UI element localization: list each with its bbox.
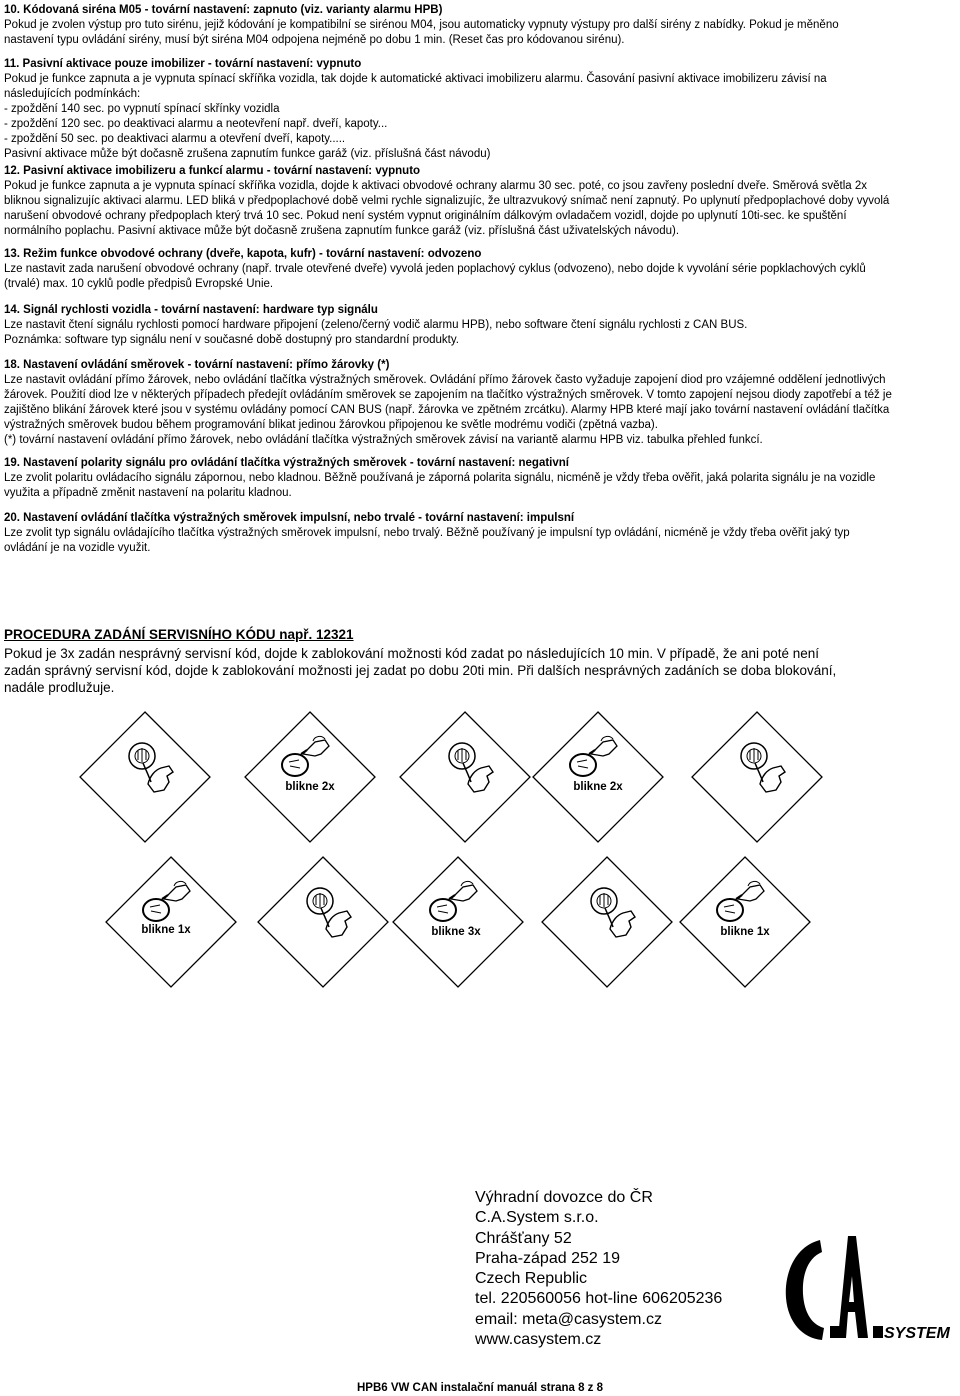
company-name: C.A.System s.r.o. (475, 1209, 599, 1227)
body-line: zadán správný servisní kód, dojde k zablokování možnosti jej zadat po dobu 20ti min. Při dalších nesprávných zadáních se doba blokování, (4, 663, 837, 678)
body-line: Lze zvolit typ signálu ovládajícího tlačítka výstražných směrovek impulsní, nebo trvalý. Běžně používaný je impulsní typ ovládání, nicméně je vždy třeba ověřit jaký typ (4, 527, 850, 539)
blink-label: blikne 1x (720, 926, 770, 938)
procedure-title: PROCEDURA ZADÁNÍ SERVISNÍHO KÓDU např. 12321 (4, 627, 354, 642)
section-13 (4, 247, 956, 292)
section-heading: 11. Pasivní aktivace pouze imobilizer - tovární nastavení: vypnuto (4, 58, 362, 70)
key-turn-icon (143, 881, 190, 921)
procedure-section (4, 626, 956, 696)
diamond-step (391, 855, 525, 989)
body-line: žárovek. Použití diod lze v některých případech předejít ovládáním směrovek se zapojením na tlačítko výstražných směrovek. V tomto zapojení nejsou diody zapotřebí a též je (4, 389, 892, 401)
section-heading: 18. Nastavení ovládání směrovek - tovární nastavení: přímo žárovky (*) (4, 359, 390, 371)
diamond-step (78, 710, 212, 844)
blink-label: blikne 1x (141, 924, 191, 936)
blink-label: blikne 2x (573, 781, 623, 793)
phone-line: tel. 220560056 hot-line 606205236 (475, 1290, 723, 1308)
section-body (4, 318, 956, 348)
section-body (4, 373, 956, 448)
page-footer: HPB6 VW CAN instalační manuál strana 8 z 8 (356, 1382, 604, 1394)
section-body (4, 262, 956, 292)
email-line: email: meta@casystem.cz (475, 1310, 662, 1328)
address-line: Chrášťany 52 (475, 1229, 572, 1247)
website-line: www.casystem.cz (475, 1331, 602, 1349)
body-line: - zpoždění 50 sec. po deaktivaci alarmu a otevření dveří, kapoty..... (4, 133, 346, 145)
key-turn-icon (282, 736, 329, 776)
body-line: nadále prodlužuje. (4, 680, 115, 695)
section-20 (4, 511, 956, 556)
procedure-body (4, 645, 956, 696)
section-body (4, 471, 956, 501)
key-turn-icon (430, 881, 477, 921)
contact-block (475, 1188, 722, 1350)
diamond-step (104, 855, 238, 989)
body-line: Pasivní aktivace může být dočasně zrušena zapnutím funkce garáž (viz. příslušná část návodu) (4, 148, 491, 160)
address-line: Praha-západ 252 19 (475, 1249, 620, 1267)
body-line: - zpoždění 140 sec. po vypnutí spínací skřínky vozidla (4, 103, 280, 115)
section-10 (4, 3, 956, 48)
section-body (4, 18, 956, 48)
key-turn-icon (717, 881, 764, 921)
ca-system-logo (768, 1232, 950, 1344)
section-19 (4, 456, 956, 501)
diamond-step (540, 855, 674, 989)
key-insert-icon (129, 743, 173, 792)
key-turn-icon (570, 736, 617, 776)
body-line: Poznámka: software typ signálu není v současné době dostupný pro standardní produkty. (4, 334, 459, 346)
body-line: Pokud je zvolen výstup pro tuto sirénu, jejiž kódování je kompatibilní se sirénou M04, jsou automaticky vypnuty výstupy pro další sirény z nabídky. Pokud je měněno (4, 19, 839, 31)
body-line: - zpoždění 120 sec. po deaktivaci alarmu a neotevření např. dveří, kapoty... (4, 118, 388, 130)
section-body (4, 526, 956, 556)
diamond-step (690, 710, 824, 844)
body-line: následujících podmínkách: (4, 88, 141, 100)
body-line: (*) tovární nastavení ovládání přímo žárovek, nebo ovládání tlačítka výstražných směrovek závisí na variantě alarmu HPB viz. tabulka přehled funkcí. (4, 434, 763, 446)
body-line: bliknou signalizujíc aktivaci alarmu. LED bliká v předpoplachové době velmi rychle signalizujíc, že ultrazvukový snímač není zapnutý. Po uplynutí předpoplachové doby vyvolá (4, 195, 890, 207)
diamond-step (678, 855, 812, 989)
body-line: zajištěno blikání žárovek které jsou v systému ovládány pomocí CAN BUS (např. žárovka ve zpětném zrcátku). Alarmy HPB které mají jako tovární nastavení ovládání tlačítka (4, 404, 890, 416)
diamond-step (243, 710, 377, 844)
body-line: ovládání je na vozidle využit. (4, 542, 151, 554)
blink-label: blikne 3x (431, 926, 481, 938)
body-line: Lze nastavit ovládání přímo žárovek, nebo ovládání tlačítka výstražných směrovek. Ovládání přímo žárovek často vyžaduje zapojení diod pro vzájemné oddělení jednotlivých (4, 374, 886, 386)
section-18 (4, 358, 956, 448)
body-line: nastavení typu ovládání sirény, musí být siréna M04 odpojena nejméně po dobu 1 min. (Reset čas pro kódovanou sirénu). (4, 34, 625, 46)
section-heading: 10. Kódovaná siréna M05 - tovární nastavení: zapnuto (viz. varianty alarmu HPB) (4, 4, 443, 16)
key-insert-icon (307, 888, 351, 937)
key-insert-icon (591, 888, 635, 937)
diamond-step (398, 710, 532, 844)
body-line: narušení obvodové ochrany předpoplach který trvá 10 sec. Pokud není systém vypnut originálním dálkovým ovladačem vozidl, dojde po uplynutí 10ti-sec. ke spuštění (4, 210, 847, 222)
section-body (4, 179, 956, 239)
diamond-step (531, 710, 665, 844)
blink-label: blikne 2x (285, 781, 335, 793)
address-line: Czech Republic (475, 1270, 588, 1288)
body-line: (trvalé) max. 10 cyklů podle předpisů Evropské Unie. (4, 278, 274, 290)
section-body (4, 72, 956, 162)
diamond-step (256, 855, 390, 989)
section-heading: 20. Nastavení ovládání tlačítka výstražných směrovek impulsní, nebo trvalé - tovární nastavení: impulsní (4, 512, 575, 524)
svg-text:SYSTEM: SYSTEM (884, 1325, 950, 1342)
section-11 (4, 57, 956, 162)
section-heading: 14. Signál rychlosti vozidla - tovární nastavení: hardware typ signálu (4, 304, 378, 316)
section-heading: 13. Režim funkce obvodové ochrany (dveře, kapota, kufr) - tovární nastavení: odvozeno (4, 248, 482, 260)
body-line: výstražných směrovek budou během programování blikat jedinou žárovkou připojenou ke světle modrému vodiči (zpětná vazba). (4, 419, 658, 431)
section-14 (4, 303, 956, 348)
body-line: Pokud je funkce zapnuta a je vypnuta spínací skříňka vozidla, dojde k aktivaci obvodové ochrany alarmu 30 sec. poté, co jsou zavřeny poslední dveře. Směrová světla 2x (4, 180, 867, 192)
section-heading: 12. Pasivní aktivace imobilizeru a funkcí alarmu - tovární nastavení: vypnuto (4, 165, 421, 177)
key-insert-icon (449, 743, 493, 792)
body-line: Pokud je 3x zadán nesprávný servisní kód, dojde k zablokování možnosti kód zadat po následujících 10 min. V případě, že ani poté není (4, 646, 819, 661)
body-line: Lze nastavit čtení signálu rychlosti pomocí hardware připojení (zeleno/černý vodič alarmu HPB), nebo software čtení signálu rychlosti z CAN BUS. (4, 319, 748, 331)
body-line: normálního poplachu. Pasivní aktivace může být dočasně zrušena zapnutím funkce garáž (viz. příslušná část uživatelských návodu). (4, 225, 680, 237)
section-12 (4, 164, 956, 239)
section-heading: 19. Nastavení polarity signálu pro ovládání tlačítka výstražných směrovek - tovární nastavení: negativní (4, 457, 569, 469)
body-line: Pokud je funkce zapnuta a je vypnuta spínací skříňka vozidla, tak dojde k automatické aktivaci imobilizeru alarmu. Časování pasivní aktivace imobilizeru závisí na (4, 73, 827, 85)
body-line: využita a případně změnit nastavení na polaritu kladnou. (4, 487, 292, 499)
key-insert-icon (741, 743, 785, 792)
contact-line: Výhradní dovozce do ČR (475, 1189, 653, 1206)
body-line: Lze nastavit zada narušení obvodové ochrany (např. trvale otevřené dveře) vyvolá jeden poplachový cyklus (odvozeno), nebo dojde k vyvolání série popklachových cyklů (4, 263, 866, 275)
body-line: Lze zvolit polaritu ovládacího signálu zápornou, nebo kladnou. Běžně používaná je záporná polarita signálu, nicméně je vždy třeba ověřit, jaká polarita signálu je na vozidle (4, 472, 876, 484)
